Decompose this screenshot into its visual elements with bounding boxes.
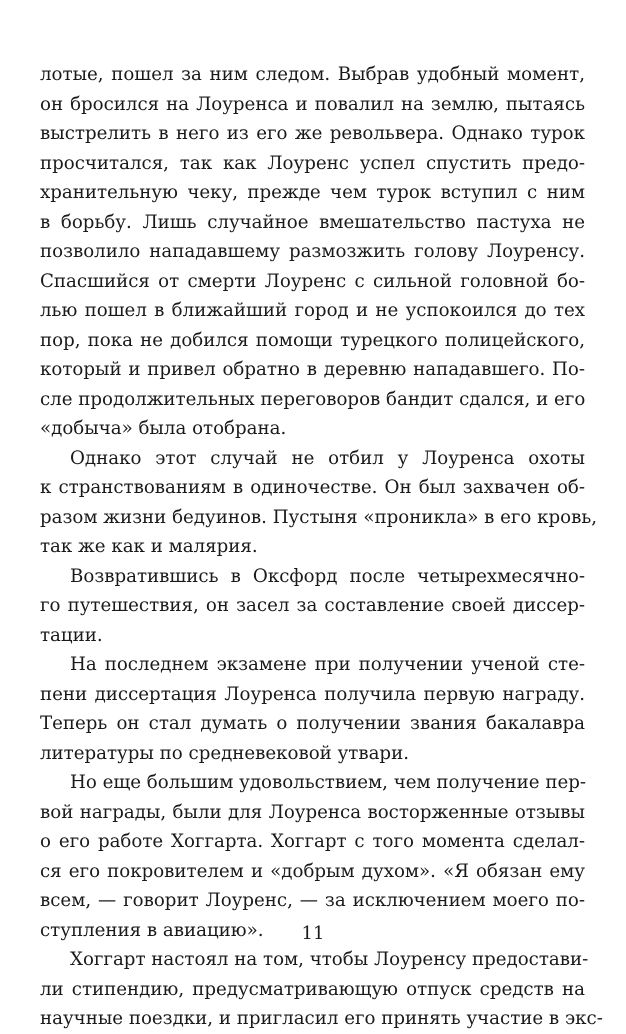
text-line: лотые, пошел за ним следом. Выбрав удобный момент, <box>40 64 585 85</box>
text-line: научные поездки, и пригласил его принять участие в экс- <box>40 1008 603 1029</box>
text-line: тации. <box>40 624 103 646</box>
text-line: пор, пока не добился помощи турецкого полицейского, <box>40 329 585 351</box>
text-line: он бросился на Лоуренса и повалил на землю, пытаясь <box>40 93 585 115</box>
text-line: ли стипендию, предусматривающую отпуск средств на <box>40 978 585 1000</box>
text-line: который и привел обратно в деревню нападавшего. По- <box>40 359 585 380</box>
page-number: 11 <box>301 923 325 944</box>
text-line: го путешествия, он засел за составление своей диссер- <box>40 595 585 616</box>
text-line: позволило нападавшему размозжить голову Лоуренсу. <box>40 241 585 262</box>
text-line: Теперь он стал думать о получении звания бакалавра <box>40 713 585 734</box>
text-line: ся его покровителем и «добрым духом». «Я обязан ему <box>40 860 585 882</box>
paragraph <box>40 444 598 562</box>
text-line: всем, — говорит Лоуренс, — за исключением моего по- <box>40 890 585 911</box>
text-line: просчитался, так как Лоуренс успел спустить предо- <box>40 152 585 174</box>
text-line: выстрелить в него из его же револьвера. Однако турок <box>40 123 585 144</box>
text-line: Спасшийся от смерти Лоуренс с сильной головной бо- <box>40 270 585 292</box>
text-line: Возвратившись в Оксфорд после четырехмесячно- <box>70 565 585 587</box>
text-line: разом жизни бедуинов. Пустыня «проникла» в его кровь, <box>40 506 598 528</box>
text-line: Но еще большим удовольствием, чем получение пер- <box>70 772 586 793</box>
text-line: ступления в авиацию». <box>40 919 264 941</box>
text-line: так же как и малярия. <box>40 536 258 557</box>
paragraph <box>40 768 585 945</box>
text-line: Однако этот случай не отбил у Лоуренса охоты <box>70 447 585 469</box>
text-line: хранительную чеку, прежде чем турок вступил с ним <box>40 182 585 203</box>
text-line: сле продолжительных переговоров бандит сдался, и его <box>40 388 586 410</box>
text-line: о его работе Хоггарта. Хоггарт с того момента сделал- <box>40 831 585 852</box>
text-line: Хоггарт настоял на том, чтобы Лоуренсу предостави- <box>70 949 589 970</box>
book-page-text <box>40 60 603 1034</box>
text-line: в борьбу. Лишь случайное вмешательство пастуха не <box>40 211 585 233</box>
text-line: литературы по средневековой утвари. <box>40 742 409 764</box>
text-line: вой награды, были для Лоуренса восторженные отзывы <box>40 801 585 823</box>
paragraph <box>40 650 585 768</box>
paragraph <box>40 60 585 444</box>
text-line: к странствованиям в одиночестве. Он был захвачен об- <box>40 477 585 498</box>
paragraph <box>40 562 585 651</box>
text-line: «добыча» была отобрана. <box>40 418 287 439</box>
text-line: пени диссертация Лоуренса получила первую награду. <box>40 683 585 705</box>
text-line: лью пошел в ближайший город и не успокоился до тех <box>40 300 585 321</box>
text-line: На последнем экзамене при получении ученой сте- <box>70 654 585 675</box>
paragraph <box>40 945 603 1034</box>
